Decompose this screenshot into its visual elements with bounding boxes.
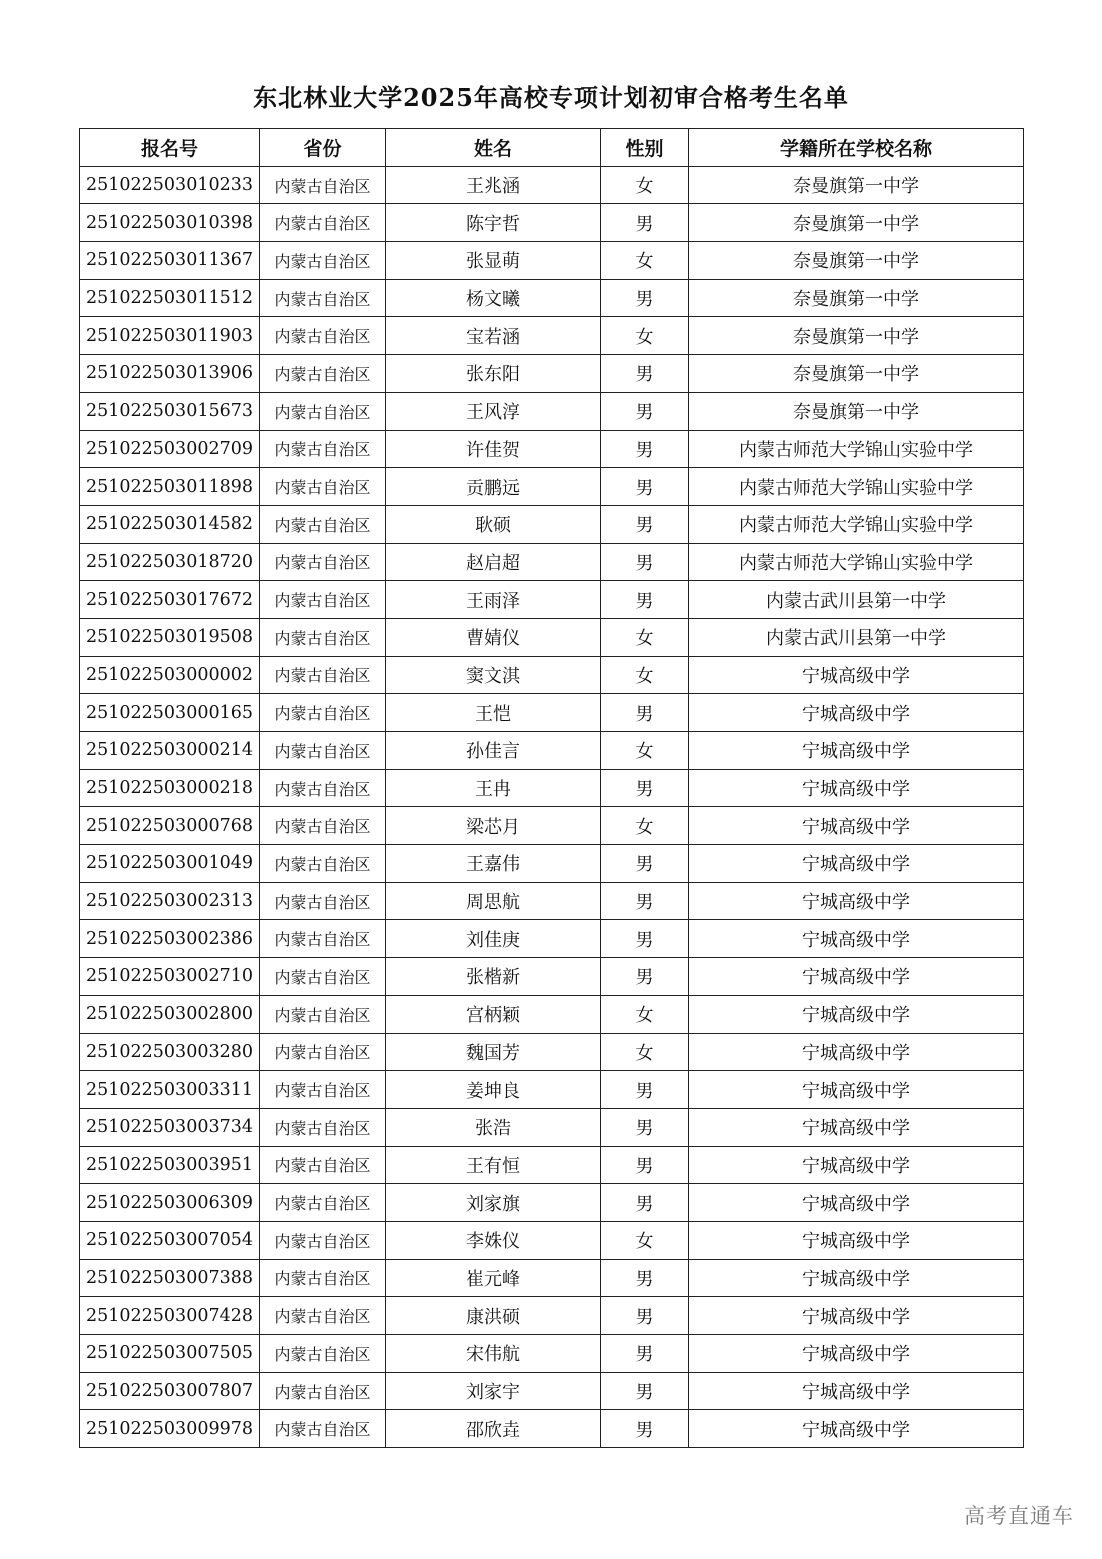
school-cell: 宁城高级中学 xyxy=(689,807,1024,845)
gender-cell: 男 xyxy=(601,920,689,958)
table-body xyxy=(80,166,1024,1447)
gender-cell: 男 xyxy=(601,505,689,543)
province-cell: 内蒙古自治区 xyxy=(260,1335,386,1373)
name-cell: 魏国芳 xyxy=(386,1033,601,1071)
name-cell: 张显萌 xyxy=(386,242,601,280)
province-cell: 内蒙古自治区 xyxy=(260,1297,386,1335)
table-row xyxy=(80,1221,1024,1259)
school-cell: 奈曼旗第一中学 xyxy=(689,242,1024,280)
school-cell: 内蒙古师范大学锦山实验中学 xyxy=(689,468,1024,506)
name-cell: 王雨泽 xyxy=(386,581,601,619)
province-cell: 内蒙古自治区 xyxy=(260,581,386,619)
school-cell: 宁城高级中学 xyxy=(689,732,1024,770)
name-cell: 刘家旗 xyxy=(386,1184,601,1222)
registration-no-cell: 251022503017672 xyxy=(80,581,260,619)
school-cell: 宁城高级中学 xyxy=(689,1184,1024,1222)
province-cell: 内蒙古自治区 xyxy=(260,543,386,581)
school-cell: 内蒙古武川县第一中学 xyxy=(689,618,1024,656)
school-cell: 宁城高级中学 xyxy=(689,1033,1024,1071)
table-row xyxy=(80,995,1024,1033)
province-cell: 内蒙古自治区 xyxy=(260,769,386,807)
school-cell: 宁城高级中学 xyxy=(689,1221,1024,1259)
gender-cell: 女 xyxy=(601,1221,689,1259)
gender-cell: 男 xyxy=(601,1372,689,1410)
table-row xyxy=(80,392,1024,430)
registration-no-cell: 251022503010398 xyxy=(80,204,260,242)
name-cell: 宫柄颖 xyxy=(386,995,601,1033)
table-row xyxy=(80,1410,1024,1448)
registration-no-cell: 251022503007054 xyxy=(80,1221,260,1259)
table-row xyxy=(80,355,1024,393)
name-cell: 刘佳庚 xyxy=(386,920,601,958)
table-row xyxy=(80,807,1024,845)
name-cell: 宝若涵 xyxy=(386,317,601,355)
gender-cell: 男 xyxy=(601,769,689,807)
province-cell: 内蒙古自治区 xyxy=(260,355,386,393)
table-row xyxy=(80,958,1024,996)
gender-cell: 男 xyxy=(601,882,689,920)
gender-cell: 男 xyxy=(601,543,689,581)
table-row xyxy=(80,505,1024,543)
name-cell: 梁芯月 xyxy=(386,807,601,845)
registration-no-cell: 251022503002313 xyxy=(80,882,260,920)
province-cell: 内蒙古自治区 xyxy=(260,882,386,920)
province-cell: 内蒙古自治区 xyxy=(260,845,386,883)
table-row xyxy=(80,1146,1024,1184)
gender-cell: 男 xyxy=(601,1071,689,1109)
school-cell: 宁城高级中学 xyxy=(689,1335,1024,1373)
name-cell: 王嘉伟 xyxy=(386,845,601,883)
province-cell: 内蒙古自治区 xyxy=(260,995,386,1033)
name-cell: 王风淳 xyxy=(386,392,601,430)
registration-no-cell: 251022503007428 xyxy=(80,1297,260,1335)
name-cell: 窦文淇 xyxy=(386,656,601,694)
school-cell: 内蒙古师范大学锦山实验中学 xyxy=(689,543,1024,581)
school-cell: 宁城高级中学 xyxy=(689,1146,1024,1184)
province-cell: 内蒙古自治区 xyxy=(260,920,386,958)
name-cell: 王恺 xyxy=(386,694,601,732)
table-header-row xyxy=(80,129,1024,167)
name-cell: 杨文曦 xyxy=(386,279,601,317)
watermark: 高考直通车 xyxy=(964,1504,1074,1528)
school-cell: 奈曼旗第一中学 xyxy=(689,279,1024,317)
province-cell: 内蒙古自治区 xyxy=(260,1221,386,1259)
school-cell: 内蒙古师范大学锦山实验中学 xyxy=(689,430,1024,468)
registration-no-cell: 251022503011898 xyxy=(80,468,260,506)
table-row xyxy=(80,1259,1024,1297)
province-cell: 内蒙古自治区 xyxy=(260,430,386,468)
table-row xyxy=(80,1033,1024,1071)
table-row xyxy=(80,166,1024,204)
table-row xyxy=(80,769,1024,807)
gender-cell: 女 xyxy=(601,242,689,280)
registration-no-cell: 251022503007388 xyxy=(80,1259,260,1297)
name-cell: 崔元峰 xyxy=(386,1259,601,1297)
school-cell: 宁城高级中学 xyxy=(689,1410,1024,1448)
gender-cell: 男 xyxy=(601,1410,689,1448)
province-cell: 内蒙古自治区 xyxy=(260,468,386,506)
school-cell: 奈曼旗第一中学 xyxy=(689,166,1024,204)
registration-no-cell: 251022503003280 xyxy=(80,1033,260,1071)
table-row xyxy=(80,1372,1024,1410)
name-cell: 张东阳 xyxy=(386,355,601,393)
table-row xyxy=(80,1071,1024,1109)
school-cell: 宁城高级中学 xyxy=(689,995,1024,1033)
table-row xyxy=(80,882,1024,920)
table-row xyxy=(80,1297,1024,1335)
province-cell: 内蒙古自治区 xyxy=(260,317,386,355)
header-name: 姓名 xyxy=(386,129,601,167)
province-cell: 内蒙古自治区 xyxy=(260,1259,386,1297)
school-cell: 宁城高级中学 xyxy=(689,769,1024,807)
gender-cell: 男 xyxy=(601,430,689,468)
school-cell: 宁城高级中学 xyxy=(689,1259,1024,1297)
header-registration-no: 报名号 xyxy=(80,129,260,167)
gender-cell: 男 xyxy=(601,1146,689,1184)
gender-cell: 男 xyxy=(601,468,689,506)
registration-no-cell: 251022503007807 xyxy=(80,1372,260,1410)
school-cell: 奈曼旗第一中学 xyxy=(689,317,1024,355)
province-cell: 内蒙古自治区 xyxy=(260,958,386,996)
gender-cell: 女 xyxy=(601,807,689,845)
name-cell: 王兆涵 xyxy=(386,166,601,204)
gender-cell: 男 xyxy=(601,1259,689,1297)
registration-no-cell: 251022503015673 xyxy=(80,392,260,430)
registration-no-cell: 251022503011903 xyxy=(80,317,260,355)
school-cell: 宁城高级中学 xyxy=(689,1071,1024,1109)
registration-no-cell: 251022503019508 xyxy=(80,618,260,656)
name-cell: 张楷新 xyxy=(386,958,601,996)
province-cell: 内蒙古自治区 xyxy=(260,1372,386,1410)
registration-no-cell: 251022503007505 xyxy=(80,1335,260,1373)
gender-cell: 女 xyxy=(601,995,689,1033)
school-cell: 奈曼旗第一中学 xyxy=(689,392,1024,430)
gender-cell: 男 xyxy=(601,392,689,430)
gender-cell: 男 xyxy=(601,204,689,242)
table-row xyxy=(80,430,1024,468)
gender-cell: 男 xyxy=(601,355,689,393)
registration-no-cell: 251022503006309 xyxy=(80,1184,260,1222)
province-cell: 内蒙古自治区 xyxy=(260,392,386,430)
gender-cell: 女 xyxy=(601,656,689,694)
name-cell: 陈宇哲 xyxy=(386,204,601,242)
province-cell: 内蒙古自治区 xyxy=(260,618,386,656)
gender-cell: 男 xyxy=(601,694,689,732)
school-cell: 宁城高级中学 xyxy=(689,1297,1024,1335)
registration-no-cell: 251022503011367 xyxy=(80,242,260,280)
name-cell: 李姝仪 xyxy=(386,1221,601,1259)
province-cell: 内蒙古自治区 xyxy=(260,807,386,845)
registration-no-cell: 251022503000768 xyxy=(80,807,260,845)
province-cell: 内蒙古自治区 xyxy=(260,1146,386,1184)
school-cell: 奈曼旗第一中学 xyxy=(689,204,1024,242)
table-row xyxy=(80,242,1024,280)
name-cell: 康洪硕 xyxy=(386,1297,601,1335)
registration-no-cell: 251022503018720 xyxy=(80,543,260,581)
province-cell: 内蒙古自治区 xyxy=(260,279,386,317)
registration-no-cell: 251022503013906 xyxy=(80,355,260,393)
gender-cell: 男 xyxy=(601,958,689,996)
gender-cell: 男 xyxy=(601,1335,689,1373)
province-cell: 内蒙古自治区 xyxy=(260,1071,386,1109)
name-cell: 张浩 xyxy=(386,1108,601,1146)
gender-cell: 男 xyxy=(601,845,689,883)
school-cell: 宁城高级中学 xyxy=(689,845,1024,883)
gender-cell: 男 xyxy=(601,279,689,317)
registration-no-cell: 251022503002709 xyxy=(80,430,260,468)
school-cell: 内蒙古武川县第一中学 xyxy=(689,581,1024,619)
school-cell: 宁城高级中学 xyxy=(689,1108,1024,1146)
table-row xyxy=(80,279,1024,317)
registration-no-cell: 251022503002800 xyxy=(80,995,260,1033)
header-gender: 性别 xyxy=(601,129,689,167)
table-row xyxy=(80,694,1024,732)
province-cell: 内蒙古自治区 xyxy=(260,1184,386,1222)
header-province: 省份 xyxy=(260,129,386,167)
name-cell: 耿硕 xyxy=(386,505,601,543)
table-row xyxy=(80,1335,1024,1373)
table-row xyxy=(80,204,1024,242)
province-cell: 内蒙古自治区 xyxy=(260,166,386,204)
registration-no-cell: 251022503003951 xyxy=(80,1146,260,1184)
name-cell: 邵欣垚 xyxy=(386,1410,601,1448)
province-cell: 内蒙古自治区 xyxy=(260,204,386,242)
province-cell: 内蒙古自治区 xyxy=(260,242,386,280)
province-cell: 内蒙古自治区 xyxy=(260,505,386,543)
gender-cell: 男 xyxy=(601,1108,689,1146)
name-cell: 王有恒 xyxy=(386,1146,601,1184)
name-cell: 姜坤良 xyxy=(386,1071,601,1109)
table-row xyxy=(80,845,1024,883)
registration-no-cell: 251022503010233 xyxy=(80,166,260,204)
registration-no-cell: 251022503000002 xyxy=(80,656,260,694)
registration-no-cell: 251022503000218 xyxy=(80,769,260,807)
name-cell: 宋伟航 xyxy=(386,1335,601,1373)
gender-cell: 女 xyxy=(601,618,689,656)
candidate-table xyxy=(79,128,1024,1448)
province-cell: 内蒙古自治区 xyxy=(260,656,386,694)
name-cell: 曹婧仪 xyxy=(386,618,601,656)
table-row xyxy=(80,656,1024,694)
gender-cell: 男 xyxy=(601,1184,689,1222)
province-cell: 内蒙古自治区 xyxy=(260,1410,386,1448)
name-cell: 赵启超 xyxy=(386,543,601,581)
table-row xyxy=(80,732,1024,770)
school-cell: 宁城高级中学 xyxy=(689,882,1024,920)
registration-no-cell: 251022503009978 xyxy=(80,1410,260,1448)
gender-cell: 女 xyxy=(601,1033,689,1071)
table-row xyxy=(80,543,1024,581)
school-cell: 宁城高级中学 xyxy=(689,694,1024,732)
registration-no-cell: 251022503003734 xyxy=(80,1108,260,1146)
name-cell: 周思航 xyxy=(386,882,601,920)
name-cell: 孙佳言 xyxy=(386,732,601,770)
table-row xyxy=(80,317,1024,355)
registration-no-cell: 251022503002710 xyxy=(80,958,260,996)
province-cell: 内蒙古自治区 xyxy=(260,1033,386,1071)
province-cell: 内蒙古自治区 xyxy=(260,1108,386,1146)
header-school: 学籍所在学校名称 xyxy=(689,129,1024,167)
province-cell: 内蒙古自治区 xyxy=(260,732,386,770)
registration-no-cell: 251022503011512 xyxy=(80,279,260,317)
name-cell: 王冉 xyxy=(386,769,601,807)
school-cell: 内蒙古师范大学锦山实验中学 xyxy=(689,505,1024,543)
registration-no-cell: 251022503000165 xyxy=(80,694,260,732)
page-title: 东北林业大学2025年高校专项计划初审合格考生名单 xyxy=(253,83,849,112)
table-row xyxy=(80,618,1024,656)
province-cell: 内蒙古自治区 xyxy=(260,694,386,732)
school-cell: 宁城高级中学 xyxy=(689,1372,1024,1410)
school-cell: 宁城高级中学 xyxy=(689,656,1024,694)
school-cell: 宁城高级中学 xyxy=(689,958,1024,996)
table-row xyxy=(80,581,1024,619)
gender-cell: 男 xyxy=(601,581,689,619)
gender-cell: 女 xyxy=(601,317,689,355)
gender-cell: 女 xyxy=(601,166,689,204)
registration-no-cell: 251022503003311 xyxy=(80,1071,260,1109)
registration-no-cell: 251022503002386 xyxy=(80,920,260,958)
table-row xyxy=(80,1184,1024,1222)
name-cell: 刘家宇 xyxy=(386,1372,601,1410)
table-row xyxy=(80,468,1024,506)
registration-no-cell: 251022503014582 xyxy=(80,505,260,543)
name-cell: 贡鹏远 xyxy=(386,468,601,506)
gender-cell: 女 xyxy=(601,732,689,770)
school-cell: 宁城高级中学 xyxy=(689,920,1024,958)
table-row xyxy=(80,1108,1024,1146)
registration-no-cell: 251022503000214 xyxy=(80,732,260,770)
school-cell: 奈曼旗第一中学 xyxy=(689,355,1024,393)
table-row xyxy=(80,920,1024,958)
registration-no-cell: 251022503001049 xyxy=(80,845,260,883)
name-cell: 许佳贺 xyxy=(386,430,601,468)
gender-cell: 男 xyxy=(601,1297,689,1335)
